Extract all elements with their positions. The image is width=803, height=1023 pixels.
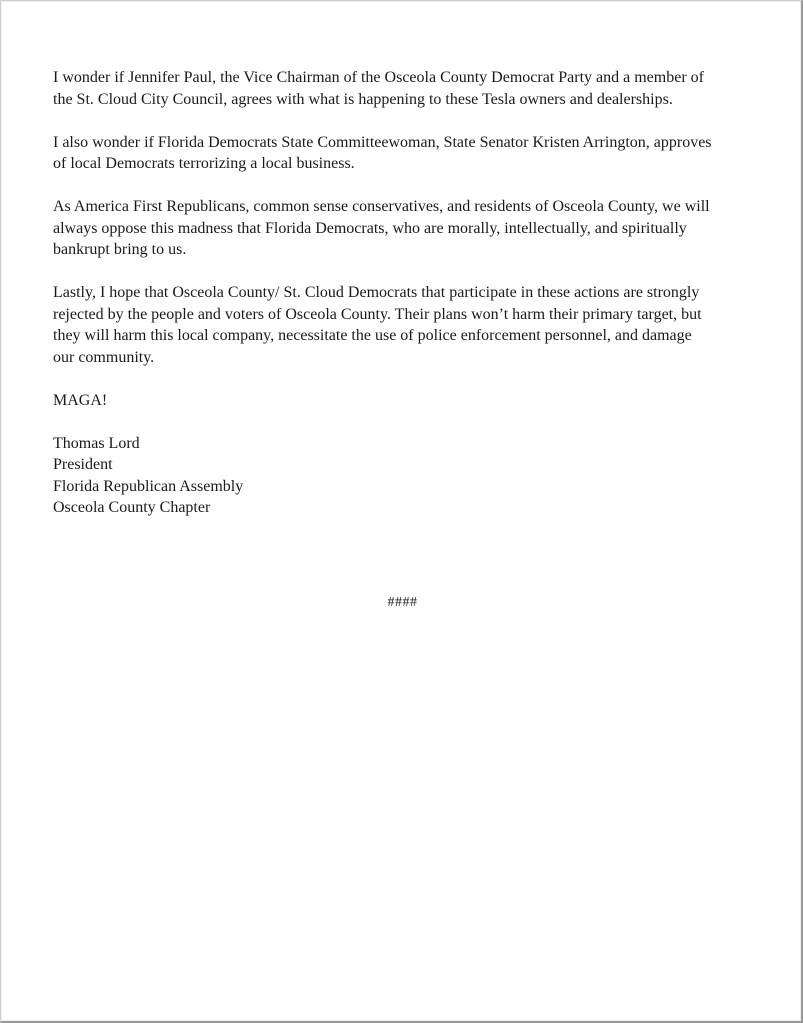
signature-chapter: Osceola County Chapter — [53, 499, 211, 516]
signature-title: President — [53, 456, 113, 473]
closing-line: MAGA! — [53, 391, 108, 409]
signature-organization: Florida Republican Assembly — [53, 477, 244, 495]
signature-name: Thomas Lord — [53, 434, 140, 452]
paragraph-lastly: Lastly, I hope that Osceola County/ St. Cloud Democrats that participate in these actions are strongly rejected by the people and voters of Osceola County. Their plans won’t harm their primary target, but they will harm this local company, necessitate the use of police enforcement personnel, and damage our community. — [53, 284, 702, 366]
paragraph-kristen-arrington: I also wonder if Florida Democrats State Committeewoman, State Senator Kristen Arrington, approves of local Democrats terrorizing a local business. — [53, 133, 712, 172]
signature-block — [53, 433, 753, 519]
paragraph-america-first: As America First Republicans, common sense conservatives, and residents of Osceola County, we will always oppose this madness that Florida Democrats, who are morally, intellectually, and spiritually bankrupt bring to us. — [53, 198, 710, 258]
end-of-document-mark: #### — [387, 595, 418, 610]
letter-body — [53, 67, 753, 540]
paragraph-jennifer-paul: I wonder if Jennifer Paul, the Vice Chairman of the Osceola County Democrat Party and a member of the St. Cloud City Council, agrees with what is happening to these Tesla owners and dealerships. — [53, 69, 704, 108]
